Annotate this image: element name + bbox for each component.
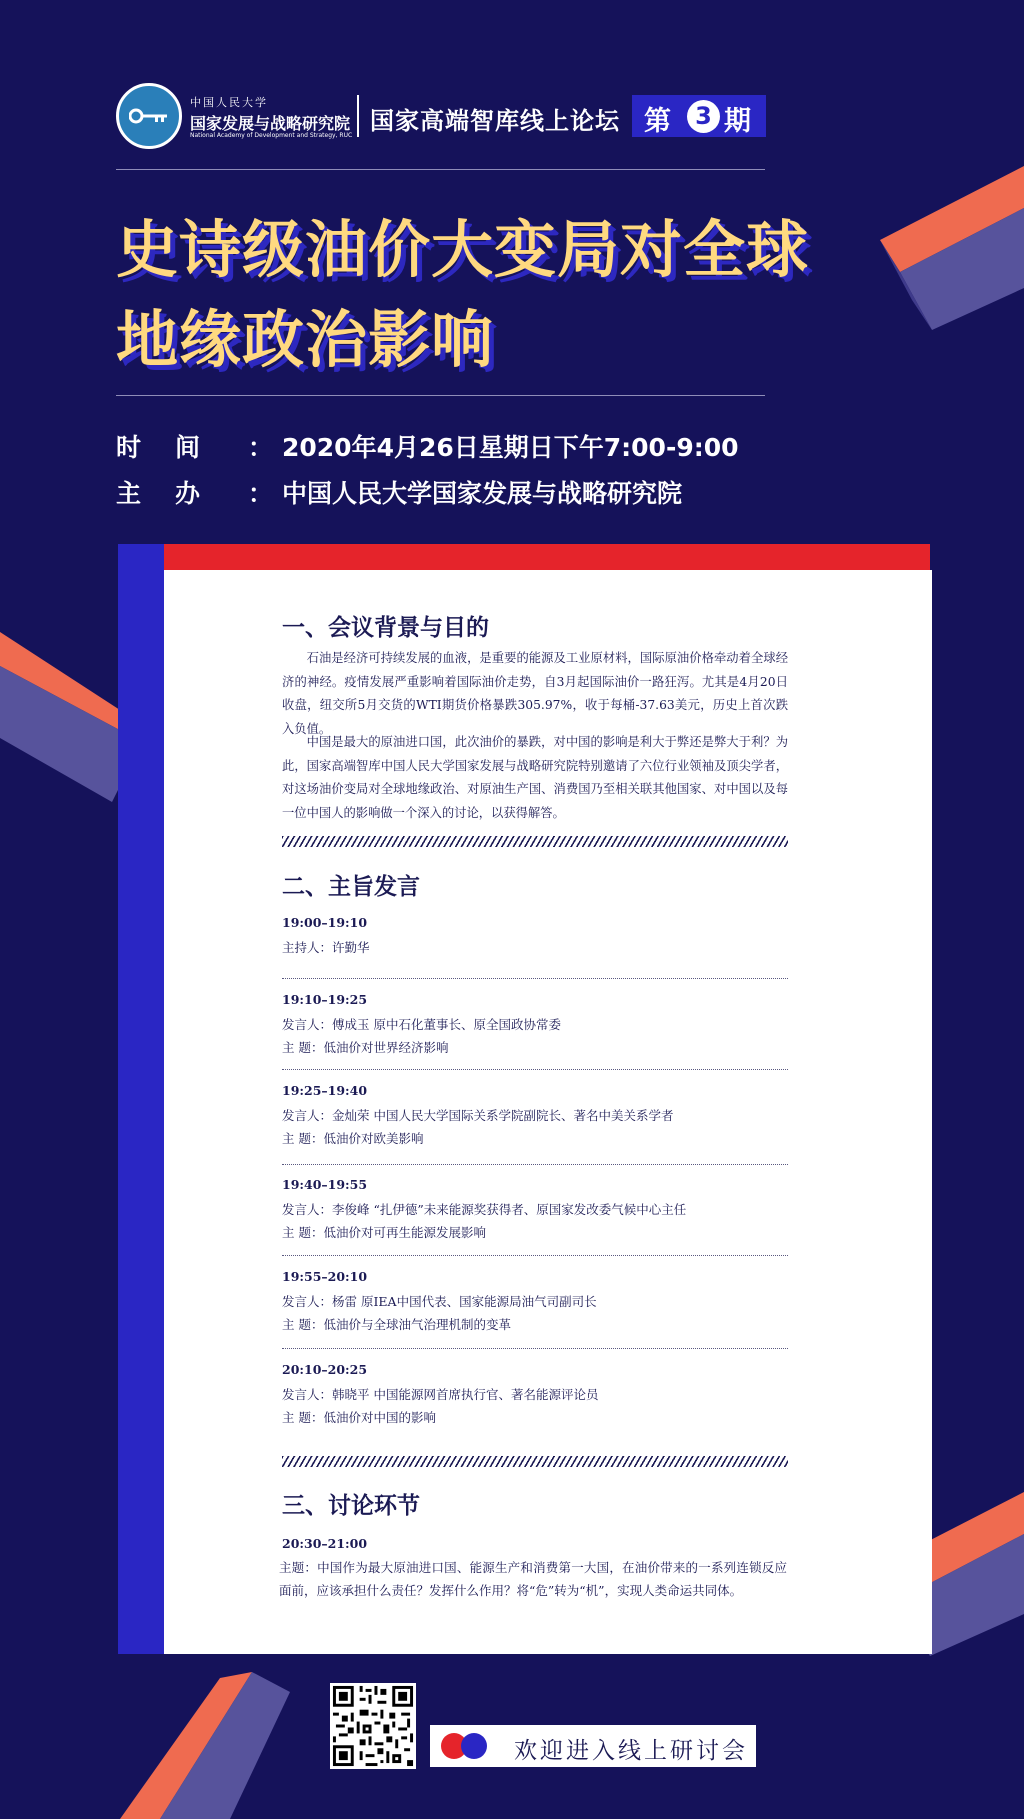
issue-prefix: 第 <box>644 106 671 137</box>
slot-time: 19:55–20:10 <box>282 1269 368 1284</box>
institute-logo <box>116 83 182 149</box>
slot-speaker: 发言人：李俊峰 “扎伊德”未来能源奖获得者、原国家发改委气候中心主任 <box>282 1202 687 1217</box>
dotted-divider <box>282 1069 788 1070</box>
dotted-divider <box>282 978 788 979</box>
decor-bar-top-right <box>880 160 1024 330</box>
slot-time: 19:10–19:25 <box>282 992 368 1007</box>
issue-suffix: 期 <box>724 106 751 137</box>
institute-name: 国家发展与战略研究院 <box>190 114 351 133</box>
time-label: 时间 <box>116 433 235 462</box>
slot-time: 19:40–19:55 <box>282 1177 368 1192</box>
decor-bar-bottom-left <box>120 1672 290 1819</box>
header-rule <box>116 169 765 170</box>
main-title-line-1: 史诗级油价大变局对全球 <box>116 213 810 286</box>
slot-speaker: 主持人：许勤华 <box>282 940 370 955</box>
slot-time: 19:25–19:40 <box>282 1083 368 1098</box>
host-label: 主办 <box>116 479 235 508</box>
issue-badge <box>632 95 766 137</box>
slot-speaker: 发言人：韩晓平 中国能源网首席执行官、著名能源评论员 <box>282 1387 599 1402</box>
section-1-paragraph-1: 石油是经济可持续发展的血液，是重要的能源及工业原材料，国际原油价格牵动着全球经济的神经。疫情发展严重影响着国际油价走势，自3月起国际油价一路狂泻。尤其是4月20日收盘，纽交所5月交货的WTI期货价格暴跌305.97%，收于每桶-37.63美元，历史上首次跌入负值。 <box>282 651 788 736</box>
event-host-row <box>116 474 682 510</box>
section-2-title: 二、主旨发言 <box>282 874 420 900</box>
host-colon: ： <box>248 479 274 508</box>
time-value: 2020年4月26日星期日下午7:00-9:00 <box>282 433 739 462</box>
forum-name: 国家高端智库线上论坛 <box>370 107 620 135</box>
hatch-divider-2 <box>282 1456 788 1467</box>
main-title-line-2: 地缘政治影响 <box>116 303 495 376</box>
issue-number: 3 <box>687 100 720 133</box>
section-1-paragraph-2: 中国是最大的原油进口国，此次油价的暴跌，对中国的影响是利大于弊还是弊大于利？为此，国家高端智库中国人民大学国家发展与战略研究院特别邀请了六位行业领袖及顶尖学者，对这场油价变局对全球地缘政治、对原油生产国、消费国乃至相关联其他国家、对中国以及每一位中国人的影响做一个深入的讨论，以获得解答。 <box>282 735 788 820</box>
join-seminar-button[interactable] <box>430 1725 756 1767</box>
slot-topic: 主 题：低油价与全球油气治理机制的变革 <box>282 1317 511 1332</box>
hatch-divider-1 <box>282 836 788 847</box>
university-name: 中国人民大学 <box>190 96 268 109</box>
slot-topic: 主 题：低油价对世界经济影响 <box>282 1040 449 1055</box>
slot-speaker: 发言人：杨雷 原IEA中国代表、国家能源局油气司副司长 <box>282 1294 597 1309</box>
host-value: 中国人民大学国家发展与战略研究院 <box>282 479 683 508</box>
slot-time: 19:00–19:10 <box>282 915 368 930</box>
card-left-edge <box>118 544 164 1654</box>
key-icon <box>129 108 169 124</box>
join-seminar-label: 欢迎进入线上研讨会 <box>514 1738 748 1764</box>
qr-code[interactable] <box>330 1683 416 1769</box>
header-divider <box>357 95 359 137</box>
section-3-title: 三、讨论环节 <box>282 1493 420 1519</box>
card-top-edge <box>120 544 930 570</box>
section-1-title: 一、会议背景与目的 <box>282 615 489 641</box>
slot-time: 20:10–20:25 <box>282 1362 368 1377</box>
slot-speaker: 发言人：金灿荣 中国人民大学国际关系学院副院长、著名中美关系学者 <box>282 1108 674 1123</box>
time-colon: ： <box>248 433 274 462</box>
dotted-divider <box>282 1348 788 1349</box>
dotted-divider <box>282 1255 788 1256</box>
slot-topic: 主 题：低油价对中国的影响 <box>282 1410 436 1425</box>
slot-topic: 主 题：低油价对欧美影响 <box>282 1131 424 1146</box>
title-rule <box>116 395 765 396</box>
discussion-topic: 主题：中国作为最大原油进口国、能源生产和消费第一大国，在油价带来的一系列连锁反应面前，应该承担什么责任？发挥什么作用？将“危”转为“机”，实现人类命运共同体。 <box>279 1560 787 1598</box>
dotted-divider <box>282 1164 788 1165</box>
institute-english-name: National Academy of Development and Strategy, RUC <box>190 132 353 139</box>
slot-speaker: 发言人：傅成玉 原中石化董事长、原全国政协常委 <box>282 1017 561 1032</box>
qr-code-icon <box>330 1683 416 1769</box>
event-time-row <box>116 428 739 464</box>
discussion-time: 20:30–21:00 <box>282 1536 368 1551</box>
blue-dot-icon <box>461 1733 487 1759</box>
slot-topic: 主 题：低油价对可再生能源发展影响 <box>282 1225 486 1240</box>
